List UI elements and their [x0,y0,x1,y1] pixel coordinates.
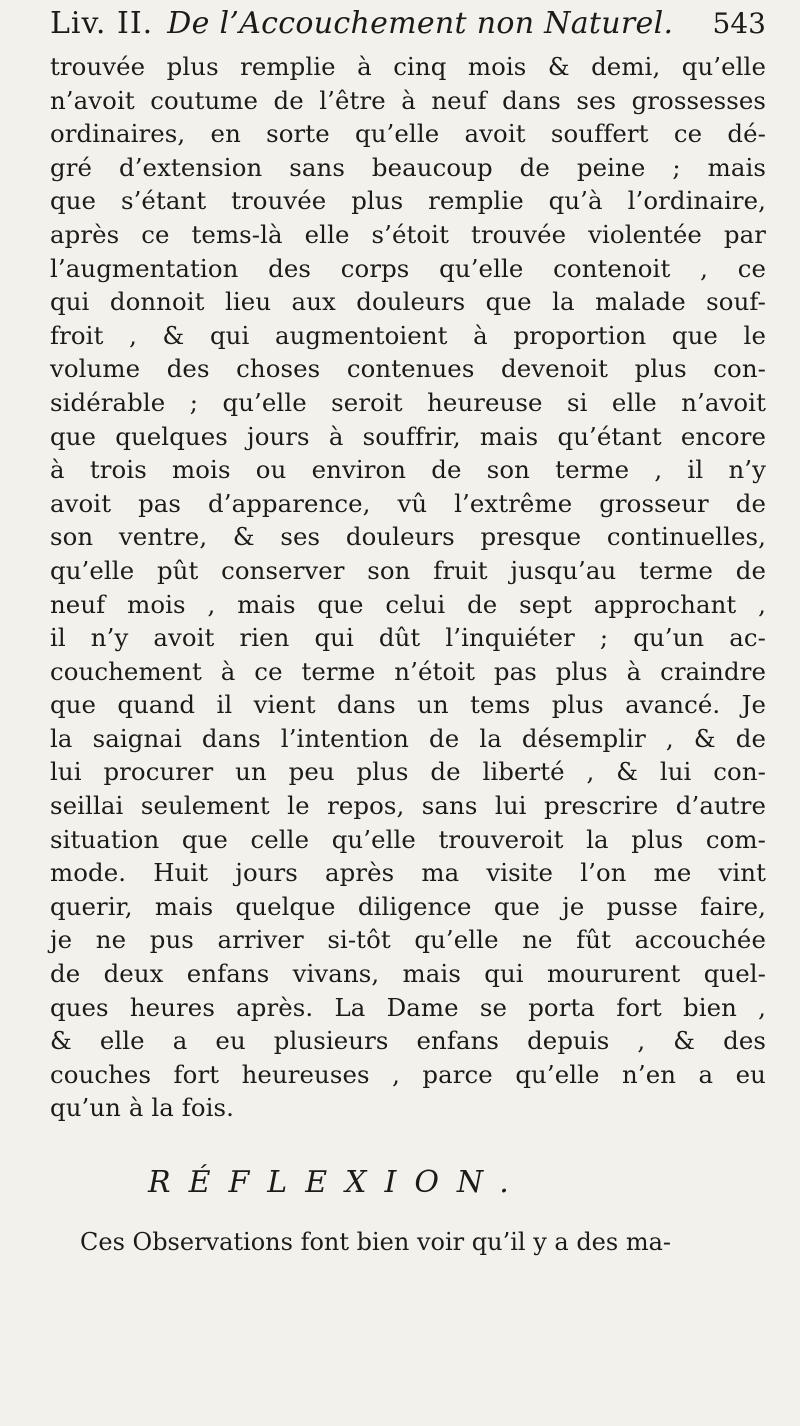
text-line: qui donnoit lieu aux douleurs que la malade souf- [50,287,766,317]
text-line: qu’un à la fois. [50,1093,235,1123]
text-line: il n’y avoit rien qui dût l’inquiéter ; qu’un ac- [50,623,766,653]
text-line: querir, mais quelque diligence que je pusse faire, [50,891,766,921]
text-line: volume des choses contenues devenoit plus con- [50,354,766,384]
text-line: l’augmentation des corps qu’elle contenoit , ce [50,253,766,283]
book-number: Liv. II. [50,6,154,41]
text-line: que s’étant trouvée plus remplie qu’à l’ordinaire, [50,186,766,216]
text-line: avoit pas d’apparence, vû l’extrême grosseur de [50,488,766,518]
text-line: qu’elle pût conserver son fruit jusqu’au terme de [50,555,766,585]
text-line: n’avoit coutume de l’être à neuf dans ses grossesses [50,85,766,115]
text-line: sidérable ; qu’elle seroit heureuse si elle n’avoit [50,387,766,417]
text-line: gré d’extension sans beaucoup de peine ; mais [50,152,766,182]
text-line: & elle a eu plusieurs enfans depuis , & des [50,1026,766,1056]
text-line: neuf mois , mais que celui de sept approchant , [50,589,766,619]
text-line: trouvée plus remplie à cinq mois & demi, qu’elle [50,52,766,81]
text-line: que quelques jours à souffrir, mais qu’étant encore [50,421,766,451]
text-line: seillai seulement le repos, sans lui prescrire d’autre [50,791,766,821]
text-line: après ce tems-là elle s’étoit trouvée violentée par [50,219,766,249]
page-number: 543 [712,7,766,40]
text-line: la saignai dans l’intention de la désemplir , & de [50,723,766,753]
text-line: à trois mois ou environ de son terme , il n’y [50,455,766,485]
body-text [50,50,766,1125]
text-line: son ventre, & ses douleurs presque continuelles, [50,522,766,552]
text-line: que quand il vient dans un tems plus avancé. Je [50,690,766,720]
text-line: de deux enfans vivans, mais qui moururent quel- [50,959,766,989]
text-line: mode. Huit jours après ma visite l’on me vint [50,858,766,888]
text-line: situation que celle qu’elle trouveroit la plus com- [50,824,766,854]
text-line: ques heures après. La Dame se porta fort bien , [50,992,766,1022]
text-line: froit , & qui augmentoient à proportion que le [50,320,766,350]
chapter-title: De l’Accouchement non Naturel. [167,6,674,41]
running-head [50,4,766,50]
text-line: ordinaires, en sorte qu’elle avoit souffert ce dé- [50,119,766,149]
text-line: couchement à ce terme n’étoit pas plus à craindre [50,656,766,686]
paragraph-start: Ces Observations font bien voir qu’il y a des ma- [80,1228,671,1256]
text-line: lui procurer un peu plus de liberté , & lui con- [50,757,766,787]
text-line: je ne pus arriver si-tôt qu’elle ne fût accouchée [50,925,766,955]
text-line: couches fort heureuses , parce qu’elle n’en a eu [50,1059,766,1089]
section-heading: RÉFLEXION. [148,1165,527,1200]
